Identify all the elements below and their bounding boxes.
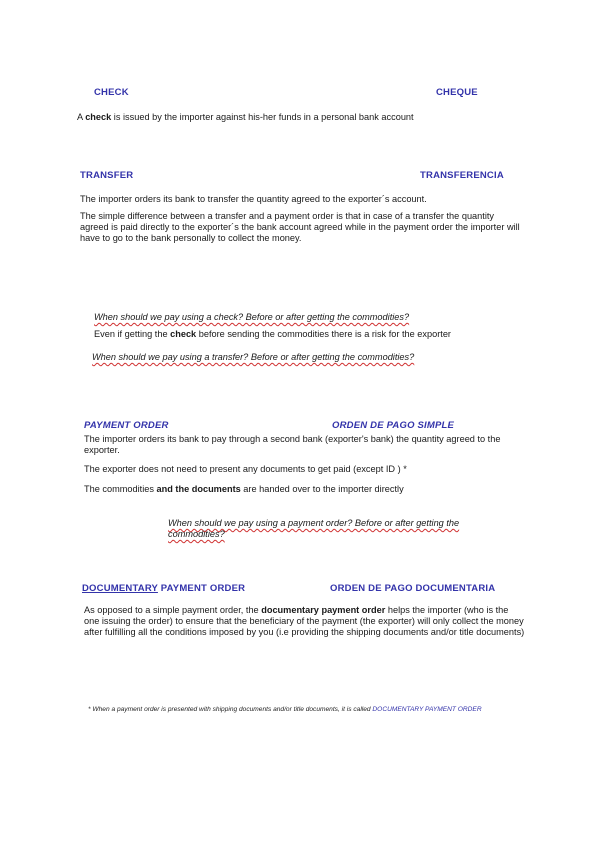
doc-para-before: As opposed to a simple payment order, the <box>84 605 262 615</box>
transferencia-heading: TRANSFERENCIA <box>420 170 504 181</box>
answer-check <box>94 329 451 340</box>
check-text-bold: check <box>85 112 112 122</box>
payment-order-heading: PAYMENT ORDER <box>84 420 169 431</box>
payment-order-para-1: The importer orders its bank to pay through a second bank (exporter's bank) the quantity agreed to the exporter. <box>84 434 501 455</box>
documentary-para <box>84 605 526 638</box>
check-heading: CHECK <box>94 87 129 98</box>
answer-text-before: Even if getting the <box>94 329 171 339</box>
footnote <box>88 706 520 715</box>
payment-order-para-3 <box>84 484 404 495</box>
check-definition <box>77 112 414 123</box>
orden-pago-documentaria-heading: ORDEN DE PAGO DOCUMENTARIA <box>330 583 496 594</box>
footnote-text: * When a payment order is presented with shipping documents and/or title documents, it is called <box>88 706 373 713</box>
doc-para-bold: documentary payment order <box>261 605 386 615</box>
documentary-heading-rest: PAYMENT ORDER <box>157 583 246 594</box>
cheque-heading: CHEQUE <box>436 87 478 98</box>
doc-para-after: helps the importer (who is the one issuing the order) to ensure that the beneficiary of the payment (the exporter) will only collect the money after fulfilling all the conditions imposed by you (i.e providing the shipping documents and/or title documents) <box>84 605 525 637</box>
question-check: When should we pay using a check? Before or after getting the commodities? <box>94 312 410 322</box>
answer-text-bold: check <box>170 329 197 339</box>
po-para3-after: are handed over to the importer directly <box>240 484 404 494</box>
documentary-heading <box>82 583 245 594</box>
question-transfer: When should we pay using a transfer? Before or after getting the commodities? <box>92 352 415 362</box>
po-para3-before: The commodities <box>84 484 157 494</box>
transfer-para-2: The simple difference between a transfer and a payment order is that in case of a transfer the quantity agreed is paid directly to the exporter´s the bank account agreed while in the payment order the importer will have to go to the bank personally to collect the money. <box>80 211 520 243</box>
footnote-highlight: DOCUMENTARY PAYMENT ORDER <box>372 706 482 713</box>
payment-order-para-2: The exporter does not need to present any documents to get paid (except ID ) * <box>84 464 407 474</box>
question-payment-order: When should we pay using a payment order? Before or after getting the commodities? <box>168 518 460 539</box>
transfer-heading: TRANSFER <box>80 170 134 181</box>
check-text-before: A <box>77 112 86 122</box>
transfer-para-1: The importer orders its bank to transfer the quantity agreed to the exporter´s account. <box>80 194 427 204</box>
orden-pago-simple-heading: ORDEN DE PAGO SIMPLE <box>332 420 455 431</box>
answer-text-after: before sending the commodities there is a risk for the exporter <box>196 329 451 339</box>
po-para3-bold: and the documents <box>156 484 241 494</box>
documentary-heading-underlined: DOCUMENTARY <box>82 583 158 594</box>
check-text-after: is issued by the importer against his-her funds in a personal bank account <box>111 112 414 122</box>
